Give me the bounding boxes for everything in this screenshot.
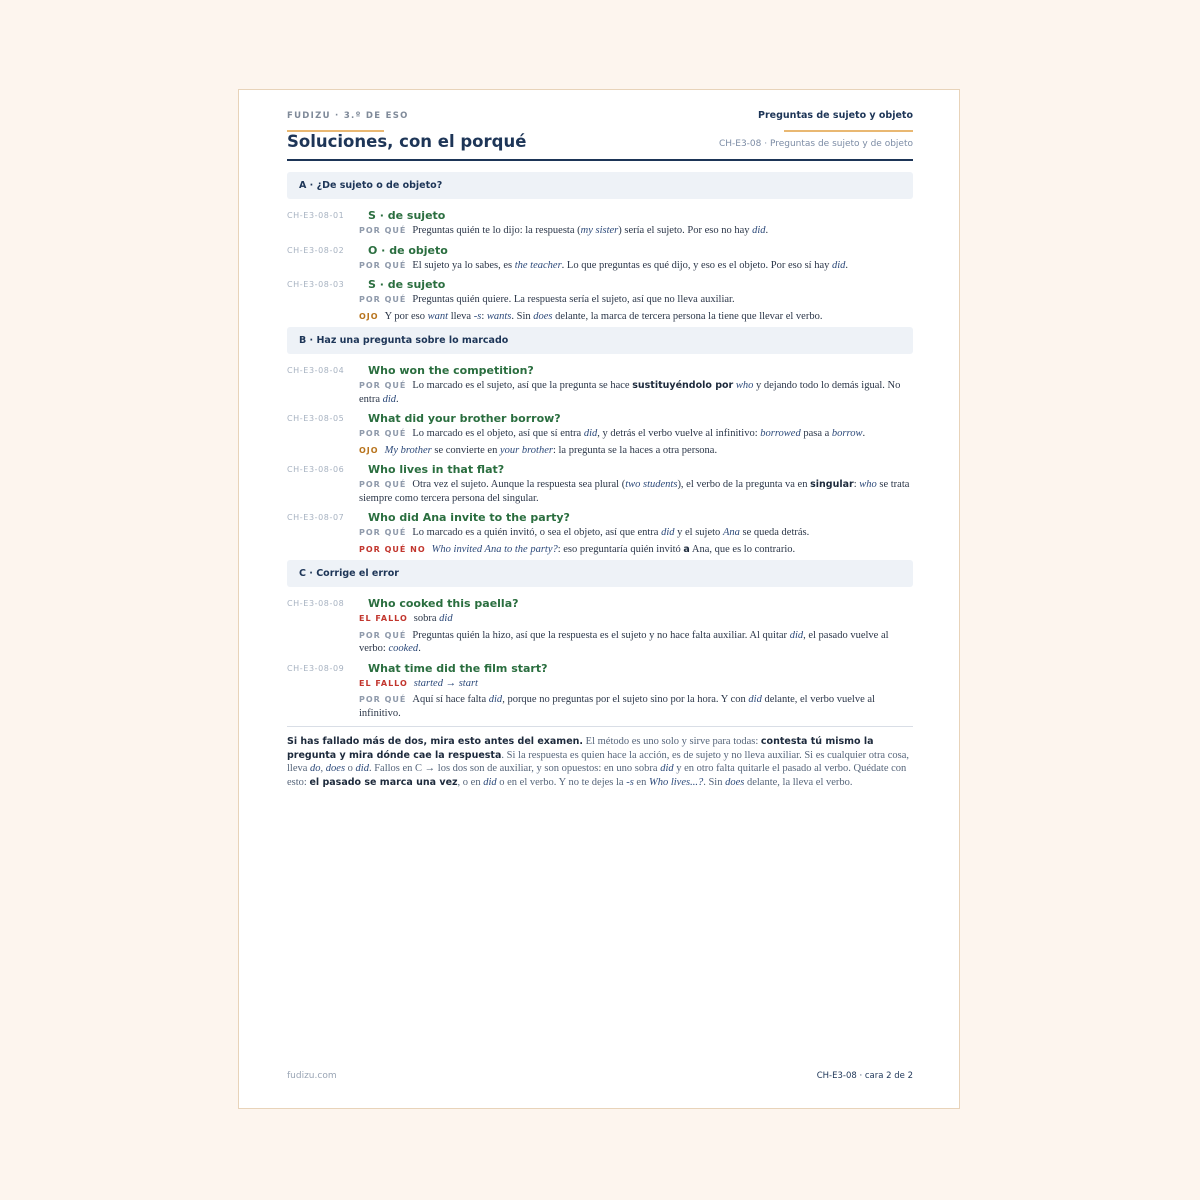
tag-por-que: POR QUÉ [359, 695, 407, 704]
tag-por-que: POR QUÉ [359, 381, 407, 390]
english-term: borrow [831, 428, 863, 439]
text: . [396, 393, 399, 405]
text: : [481, 310, 487, 322]
text: o en el verbo. Y no te dejes la [496, 776, 627, 788]
summary-paragraph [287, 735, 913, 789]
bold-term: sustituyéndolo por [632, 380, 734, 391]
text: . Fallos en C → los dos son de auxiliar, y son opuestos: en uno sobra [368, 763, 661, 774]
error-line [359, 612, 913, 626]
text: en [633, 776, 649, 788]
english-term: did [382, 393, 397, 405]
english-term: did [483, 776, 497, 788]
text: ), el verbo de la pregunta va en [677, 479, 811, 490]
english-term: cooked [388, 643, 419, 654]
item-answer: Who won the competition? [368, 364, 534, 377]
tag-por-que: POR QUÉ [359, 226, 407, 235]
solution-item-09 [287, 660, 913, 721]
topic-underline [784, 130, 913, 132]
text: y el sujeto [674, 527, 723, 538]
english-term: does [725, 776, 745, 788]
english-term: do [310, 763, 321, 774]
explanation-line [359, 379, 913, 406]
solution-item-03 [287, 276, 913, 323]
text: , el pasado vuelve al verbo: [359, 629, 889, 654]
english-term: who [859, 479, 877, 490]
tag-ojo: OJO [359, 311, 379, 321]
text: El sujeto ya lo sabes, es [412, 259, 515, 271]
explanation-line [359, 629, 913, 656]
item-code: CH-E3-08-04 [287, 366, 345, 375]
note-line [359, 310, 913, 324]
text: Ana, que es lo contrario. [689, 543, 796, 555]
item-answer: What time did the film start? [368, 661, 548, 675]
tag-por-que: POR QUÉ [359, 429, 407, 438]
english-term: did [488, 694, 503, 705]
english-term: did [748, 694, 762, 705]
solution-item-08 [287, 595, 913, 656]
text: delante, la marca de tercera persona la tiene que llevar el verbo. [552, 310, 823, 322]
tag-por-que: POR QUÉ [359, 295, 407, 304]
text: Y por eso [384, 310, 428, 322]
brand-label: FUDIZU · 3.º DE ESO [287, 111, 409, 121]
english-term: did [660, 763, 674, 774]
item-answer: What did your brother borrow? [368, 412, 561, 425]
text: Preguntas quién la hizo, así que la respuesta es el sujeto y no hace falta auxiliar. Al quitar [412, 629, 790, 641]
text: se trata siempre como tercera persona del singular. [359, 479, 910, 504]
english-term: -s [626, 776, 634, 788]
item-answer: O · de objeto [368, 243, 448, 257]
summary-divider [287, 726, 913, 727]
english-term: the teacher [514, 259, 562, 271]
english-term: My brother [384, 444, 432, 456]
worksheet-page [238, 89, 960, 1109]
item-code: CH-E3-08-09 [287, 663, 345, 673]
english-term: two students [625, 479, 678, 490]
tag-por-que: POR QUÉ [359, 260, 407, 270]
item-code: CH-E3-08-01 [287, 211, 345, 220]
explanation-line [359, 693, 913, 720]
text: pasa a [800, 428, 832, 439]
header-rule [287, 159, 913, 161]
tag-ojo: OJO [359, 445, 379, 455]
bold-term: Si has fallado más de dos, mira esto antes del examen. [287, 736, 584, 747]
item-answer: Who cooked this paella? [368, 597, 519, 610]
solution-item-02 [287, 242, 913, 273]
solutions-content [287, 172, 913, 789]
text: . Sin [511, 310, 534, 322]
text: o [345, 763, 356, 774]
explanation-line [359, 293, 913, 307]
english-term: Who lives...? [648, 776, 704, 788]
note-line [359, 444, 913, 458]
text: Aquí sí hace falta [412, 694, 489, 705]
english-term: did [439, 613, 453, 624]
solution-item-06 [287, 461, 913, 505]
item-answer: Who did Ana invite to the party? [368, 511, 570, 524]
english-term: -s [473, 310, 482, 322]
tag-por-que: POR QUÉ [359, 480, 407, 489]
text: lleva [448, 310, 474, 322]
item-code: CH-E3-08-07 [287, 513, 345, 522]
error-line [359, 677, 913, 691]
text: delante, el verbo vuelve al infinitivo. [359, 694, 875, 719]
english-term: borrowed [760, 428, 801, 439]
text: delante, la lleva el verbo. [744, 776, 853, 788]
english-term: did [752, 225, 766, 236]
item-answer: S · de sujeto [368, 278, 446, 291]
english-term: Ana [722, 527, 740, 538]
text: Lo marcado es a quién invitó, o sea el objeto, así que entra [412, 527, 662, 538]
tag-por-que: POR QUÉ [359, 630, 407, 640]
bold-term: contesta tú mismo la pregunta y mira dónde cae la respuesta [287, 736, 874, 761]
bold-term: a [683, 543, 690, 555]
item-code: CH-E3-08-08 [287, 599, 345, 608]
explanation-line [359, 224, 913, 238]
text: , porque no preguntas por el sujeto sino por la hora. Y con [502, 694, 749, 705]
english-term: did [832, 259, 846, 271]
text: : [853, 479, 860, 490]
text: se queda detrás. [739, 527, 810, 538]
english-term: who [735, 380, 754, 391]
english-term: did [355, 763, 369, 774]
bold-term: singular [810, 479, 854, 490]
item-code: CH-E3-08-03 [287, 280, 345, 289]
section-a-header: A · ¿De sujeto o de objeto? [287, 172, 913, 199]
text: . [862, 428, 866, 439]
solution-item-01 [287, 207, 913, 238]
tag-el-fallo: EL FALLO [359, 614, 408, 623]
item-answer: Who lives in that flat? [368, 463, 505, 476]
worksheet-code: CH-E3-08 · Preguntas de sujeto y de objeto [718, 139, 913, 149]
text: ) sería el sujeto. Por eso no hay [618, 225, 753, 236]
explanation-line [359, 427, 913, 441]
text: . Lo que preguntas es qué dijo, y eso es el objeto. Por eso sí hay [561, 259, 832, 271]
solution-item-07 [287, 509, 913, 556]
english-term: wants [486, 310, 512, 322]
text: . [765, 225, 769, 236]
text: . Si la respuesta es quien hace la acción, es de sujeto y no lleva auxiliar. Si es cualquier otra cosa, lleva [287, 749, 910, 774]
footer-site: fudizu.com [287, 1071, 337, 1081]
solution-item-05 [287, 410, 913, 457]
item-code: CH-E3-08-06 [287, 465, 345, 474]
page-title: Soluciones, con el porqué [287, 132, 527, 151]
english-term: Who invited Ana to the party? [431, 543, 558, 555]
text: Preguntas quién te lo dijo: la respuesta ( [412, 225, 581, 236]
footer-page-indicator: CH-E3-08 · cara 2 de 2 [816, 1071, 913, 1081]
item-answer: S · de sujeto [368, 209, 446, 222]
tag-por-que: POR QUÉ [359, 528, 407, 537]
section-c-header: C · Corrige el error [287, 560, 913, 587]
counter-example-line [359, 543, 913, 557]
english-term: started → start [413, 677, 478, 689]
text: se convierte en [431, 444, 500, 456]
explanation-line [359, 526, 913, 540]
explanation-line [359, 259, 913, 273]
text: . Sin [703, 776, 726, 788]
text: . [418, 643, 421, 654]
text: : eso preguntaría quién invitó [557, 543, 684, 555]
text: . [845, 259, 849, 271]
english-term: does [325, 763, 346, 774]
text: Preguntas quién quiere. La respuesta sería el sujeto, así que no lleva auxiliar. [412, 294, 735, 305]
bold-term: el pasado se marca una vez [309, 776, 458, 788]
text: Otra vez el sujeto. Aunque la respuesta sea plural ( [412, 479, 626, 490]
topic-label: Preguntas de sujeto y objeto [758, 110, 913, 121]
english-term: your brother [499, 444, 553, 456]
english-term: want [427, 310, 449, 322]
tag-el-fallo: EL FALLO [359, 678, 408, 688]
item-code: CH-E3-08-02 [287, 245, 345, 255]
text: Lo marcado es el sujeto, así que la pregunta se hace [412, 380, 633, 391]
explanation-line [359, 478, 913, 505]
text: El método es uno solo y sirve para todas: [583, 736, 761, 747]
text: , o en [457, 776, 484, 788]
item-code: CH-E3-08-05 [287, 414, 345, 423]
english-term: did [789, 629, 804, 641]
text: : la pregunta se la haces a otra persona. [552, 444, 718, 456]
text: Lo marcado es el objeto, así que sí entra [412, 428, 584, 439]
text: y dejando todo lo demás igual. No entra [359, 380, 901, 405]
section-b-header: B · Haz una pregunta sobre lo marcado [287, 327, 913, 354]
english-term: does [533, 310, 553, 322]
english-term: did [583, 428, 598, 439]
text: , [320, 763, 326, 774]
english-term: my sister [580, 225, 619, 236]
text: sobra [413, 613, 440, 624]
text: , y detrás el verbo vuelve al infinitivo: [597, 428, 761, 439]
tag-por-que-no: POR QUÉ NO [359, 544, 426, 554]
text: y en otro falta quitarle el pasado al verbo. Quédate con esto: [287, 763, 907, 788]
solution-item-04 [287, 362, 913, 406]
english-term: did [661, 527, 675, 538]
